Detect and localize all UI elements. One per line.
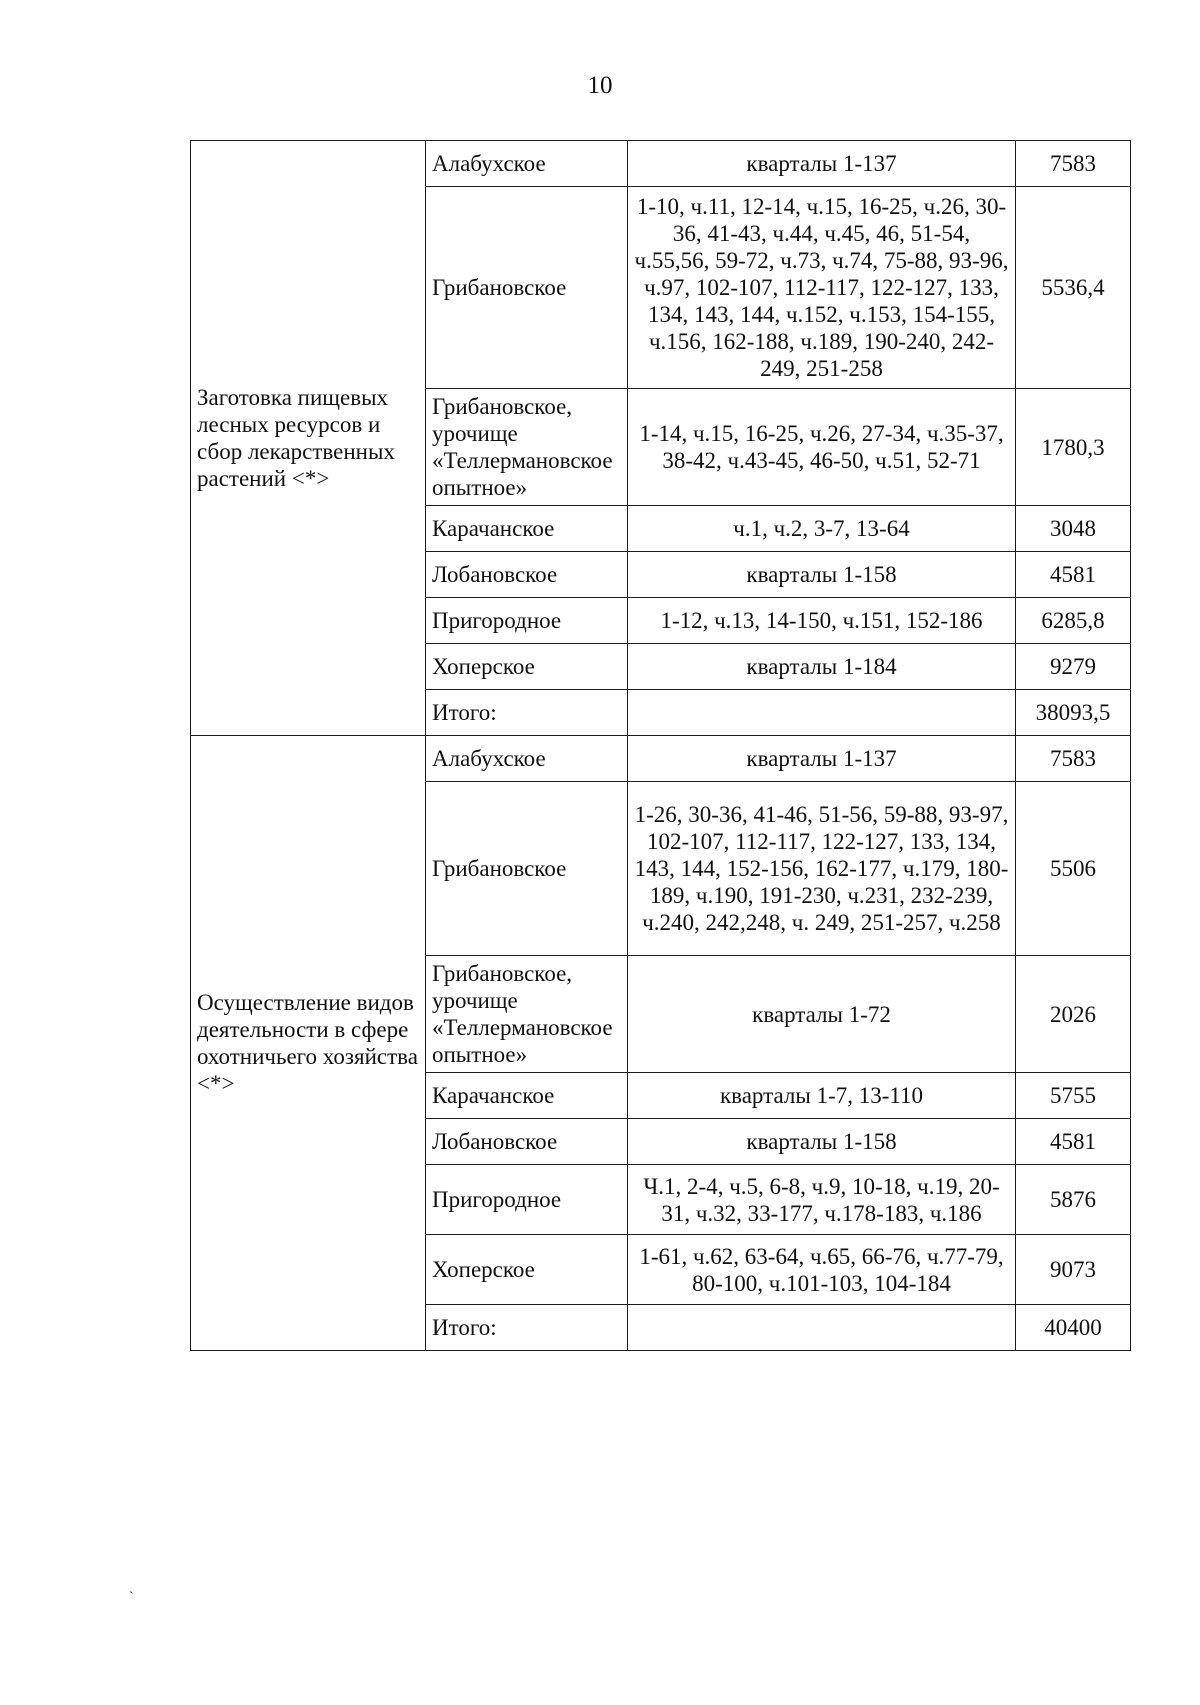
- forestry-table: [190, 140, 1131, 1351]
- activity-cell: Осуществление видов деятельности в сфере охотничьего хозяйства <*>: [191, 736, 426, 1351]
- area-cell: 5755: [1016, 1073, 1131, 1119]
- quarters-cell: кварталы 1-137: [628, 736, 1016, 782]
- area-cell: 3048: [1016, 506, 1131, 552]
- quarters-cell: кварталы 1-72: [628, 956, 1016, 1073]
- area-cell: 2026: [1016, 956, 1131, 1073]
- quarters-cell: [628, 1305, 1016, 1351]
- area-cell: 4581: [1016, 552, 1131, 598]
- quarters-cell: кварталы 1-158: [628, 1119, 1016, 1165]
- table-row: [191, 141, 1131, 187]
- forestry-cell: Грибановское, урочище «Теллермановское опытное»: [426, 956, 628, 1073]
- area-cell: 5536,4: [1016, 187, 1131, 389]
- area-cell: 9279: [1016, 644, 1131, 690]
- quarters-cell: ч.1, ч.2, 3-7, 13-64: [628, 506, 1016, 552]
- forestry-table-body: [191, 141, 1131, 1351]
- quarters-cell: 1-12, ч.13, 14-150, ч.151, 152-186: [628, 598, 1016, 644]
- forestry-cell: Грибановское: [426, 782, 628, 956]
- activity-cell: Заготовка пищевых лесных ресурсов и сбор лекарственных растений <*>: [191, 141, 426, 736]
- quarters-cell: кварталы 1-184: [628, 644, 1016, 690]
- forestry-cell: Лобановское: [426, 1119, 628, 1165]
- area-cell: 7583: [1016, 736, 1131, 782]
- area-cell: 6285,8: [1016, 598, 1131, 644]
- table-row: [191, 736, 1131, 782]
- page-number: 10: [587, 72, 613, 99]
- area-cell: 7583: [1016, 141, 1131, 187]
- quarters-cell: кварталы 1-137: [628, 141, 1016, 187]
- quarters-cell: [628, 690, 1016, 736]
- quarters-cell: 1-26, 30-36, 41-46, 51-56, 59-88, 93-97, 102-107, 112-117, 122-127, 133, 134, 143, 144, 152-156, 162-177, ч.179, 180-189, ч.190, 191-230, ч.231, 232-239, ч.240, 242,248, ч. 249, 251-257, ч.258: [628, 782, 1016, 956]
- quarters-cell: кварталы 1-158: [628, 552, 1016, 598]
- quarters-cell: Ч.1, 2-4, ч.5, 6-8, ч.9, 10-18, ч.19, 20-31, ч.32, 33-177, ч.178-183, ч.186: [628, 1165, 1016, 1235]
- stray-mark: ˋ: [129, 1590, 134, 1605]
- quarters-cell: 1-61, ч.62, 63-64, ч.65, 66-76, ч.77-79, 80-100, ч.101-103, 104-184: [628, 1235, 1016, 1305]
- area-cell: 5506: [1016, 782, 1131, 956]
- forestry-cell: Карачанское: [426, 506, 628, 552]
- forestry-cell: Лобановское: [426, 552, 628, 598]
- forestry-cell: Хоперское: [426, 644, 628, 690]
- forestry-cell: Грибановское: [426, 187, 628, 389]
- forestry-cell: Пригородное: [426, 1165, 628, 1235]
- quarters-cell: 1-10, ч.11, 12-14, ч.15, 16-25, ч.26, 30-36, 41-43, ч.44, ч.45, 46, 51-54, ч.55,56, 59-72, ч.73, ч.74, 75-88, 93-96, ч.97, 102-107, 112-117, 122-127, 133, 134, 143, 144, ч.152, ч.153, 154-155, ч.156, 162-188, ч.189, 190-240, 242-249, 251-258: [628, 187, 1016, 389]
- forestry-cell: Алабухское: [426, 736, 628, 782]
- area-cell: 5876: [1016, 1165, 1131, 1235]
- area-cell: 1780,3: [1016, 389, 1131, 506]
- forestry-cell: Итого:: [426, 690, 628, 736]
- forestry-cell: Пригородное: [426, 598, 628, 644]
- quarters-cell: кварталы 1-7, 13-110: [628, 1073, 1016, 1119]
- area-cell: 4581: [1016, 1119, 1131, 1165]
- forestry-cell: Хоперское: [426, 1235, 628, 1305]
- quarters-cell: 1-14, ч.15, 16-25, ч.26, 27-34, ч.35-37, 38-42, ч.43-45, 46-50, ч.51, 52-71: [628, 389, 1016, 506]
- area-cell: 40400: [1016, 1305, 1131, 1351]
- forestry-cell: Карачанское: [426, 1073, 628, 1119]
- forestry-cell: Итого:: [426, 1305, 628, 1351]
- area-cell: 38093,5: [1016, 690, 1131, 736]
- forestry-cell: Алабухское: [426, 141, 628, 187]
- forestry-cell: Грибановское, урочище «Теллермановское опытное»: [426, 389, 628, 506]
- area-cell: 9073: [1016, 1235, 1131, 1305]
